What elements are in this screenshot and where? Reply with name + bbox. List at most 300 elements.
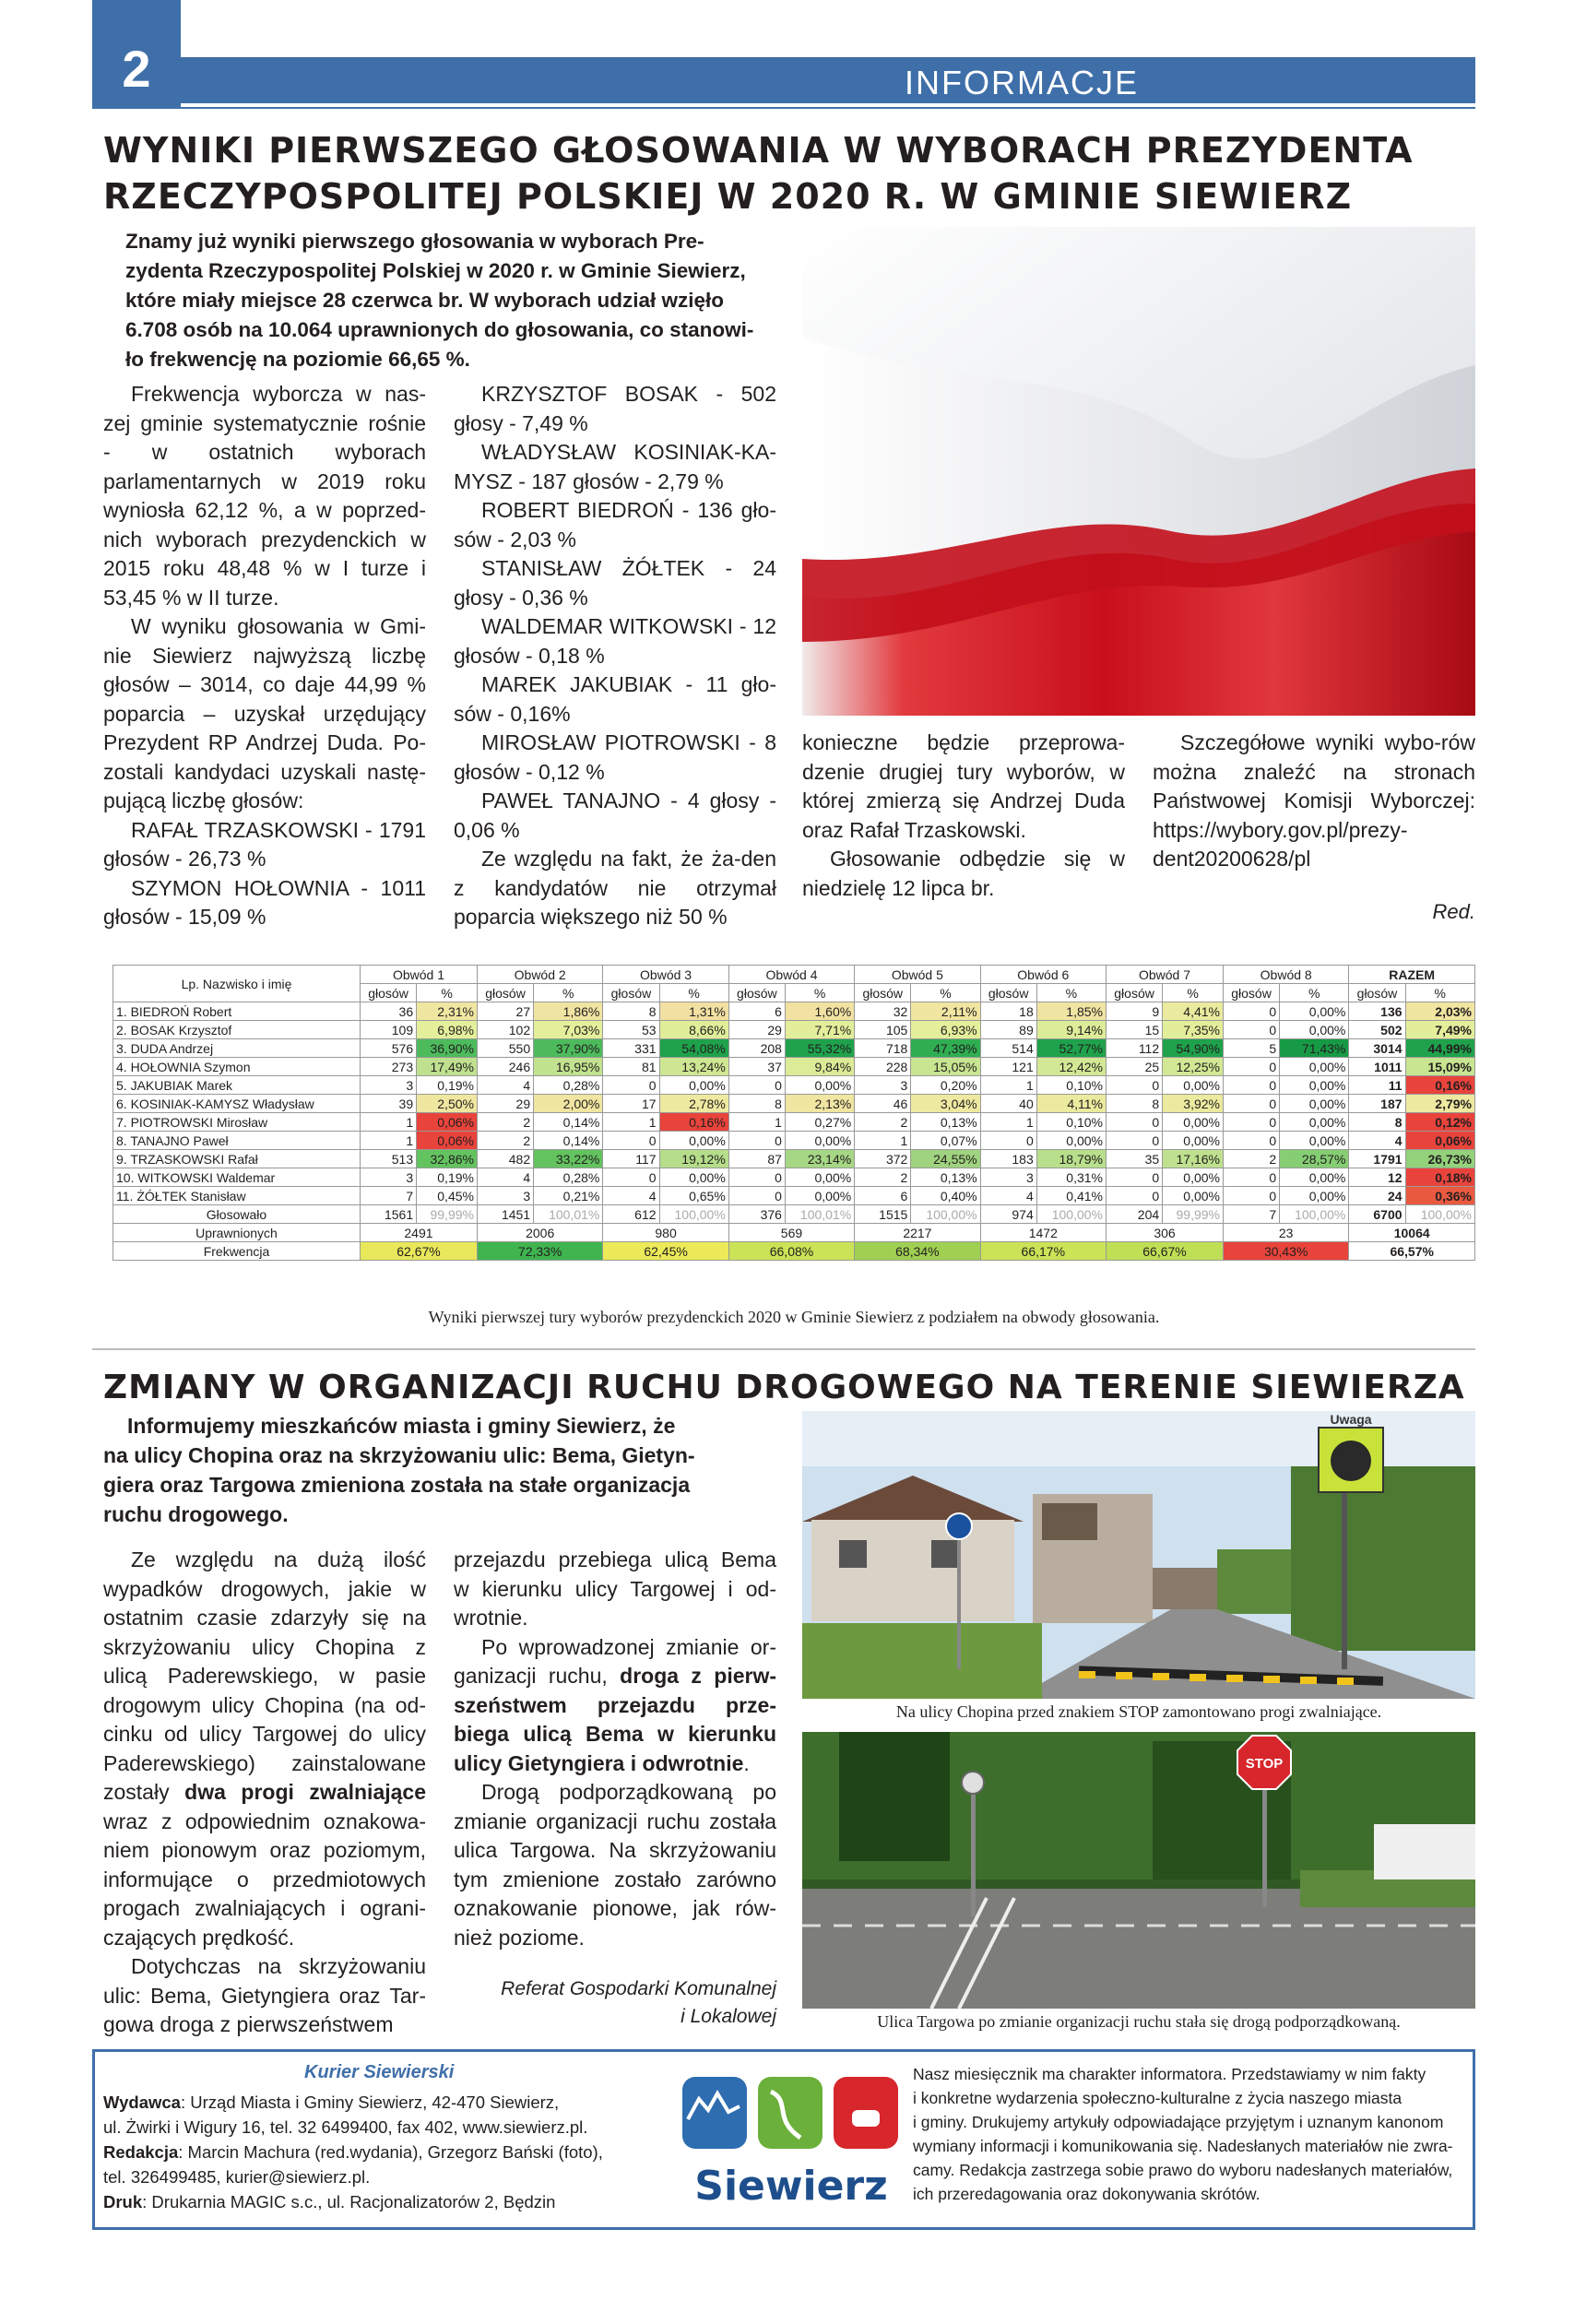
note-line: i konkretne wydarzenia społeczno-kulturalne z życia naszego miasta	[913, 2089, 1403, 2107]
chopina-street-photo	[802, 1411, 1475, 1699]
candidate-name: 6. KOSINIAK-KAMYSZ Władysław	[113, 1095, 361, 1113]
percent-cell: 55,32%	[785, 1039, 854, 1058]
article1-lead	[125, 227, 776, 374]
header-percent: %	[417, 984, 478, 1002]
paragraph	[454, 1633, 776, 1779]
header-percent: %	[1036, 984, 1106, 1002]
percent-cell: 0,00%	[659, 1132, 728, 1150]
votes-cell: 1515	[855, 1205, 911, 1224]
header-votes: głosów	[855, 984, 911, 1002]
table-row	[113, 1058, 1475, 1076]
percent-cell: 0,13%	[911, 1113, 980, 1132]
paragraph: przejazdu przebiega ulicą Bema w kierunku ulicy Targowej i od-wrotnie.	[454, 1547, 776, 1630]
percent-cell: 0,19%	[417, 1168, 478, 1187]
votes-cell: 105	[855, 1021, 911, 1039]
percent-cell: 0,00%	[659, 1168, 728, 1187]
percent-cell: 23,14%	[785, 1150, 854, 1168]
table-row-eligible	[113, 1224, 1475, 1242]
percent-cell: 7,71%	[785, 1021, 854, 1039]
lead-line: na ulicy Chopina oraz na skrzyżowaniu ulic: Bema, Gietyn-	[103, 1443, 695, 1467]
percent-cell: 0,14%	[534, 1132, 603, 1150]
percent-cell: 2,31%	[417, 1002, 478, 1021]
turnout-cell: 30,43%	[1223, 1242, 1348, 1261]
table-row	[113, 1076, 1475, 1095]
votes-cell: 5	[1223, 1039, 1279, 1058]
percent-cell: 100,01%	[785, 1205, 854, 1224]
votes-cell: 482	[477, 1150, 533, 1168]
turnout-cell: 66,17%	[980, 1242, 1106, 1261]
header-rule	[92, 107, 1475, 109]
uwaga-sign-text: Uwaga	[1330, 1412, 1372, 1427]
paragraph: W wyniku głosowania w Gmi-nie Siewierz najwyższą liczbę głosów – 3014, co daje 44,99 % poparcia – uzyskał urzędujący Prezydent RP Andrzej Duda. Po-zostali kandydaci uzyskali nastę-pującą liczbę głosów:	[103, 614, 426, 812]
votes-cell: 974	[980, 1205, 1036, 1224]
header-district: Obwód 2	[477, 966, 602, 984]
candidate-name: 3. DUDA Andrzej	[113, 1039, 361, 1058]
votes-cell: 1	[980, 1113, 1036, 1132]
votes-cell: 2	[855, 1168, 911, 1187]
percent-cell: 0,10%	[1036, 1113, 1106, 1132]
header-votes: głosów	[477, 984, 533, 1002]
election-results-table	[112, 965, 1475, 1261]
votes-cell: 3	[855, 1076, 911, 1095]
percent-cell: 19,12%	[659, 1150, 728, 1168]
article2-col1	[103, 1546, 426, 2044]
table-header-row	[113, 966, 1475, 984]
percent-cell: 0,12%	[1405, 1113, 1474, 1132]
percent-cell: 2,50%	[417, 1095, 478, 1113]
percent-cell: 0,06%	[417, 1132, 478, 1150]
percent-cell: 100,00%	[1280, 1205, 1349, 1224]
percent-cell: 24,55%	[911, 1150, 980, 1168]
row-label: Uprawnionych	[113, 1224, 361, 1242]
votes-cell: 24	[1349, 1187, 1405, 1205]
table-caption: Wyniki pierwszej tury wyborów prezydenckich 2020 w Gminie Siewierz z podziałem na obwody głosowania.	[428, 1308, 1160, 1326]
votes-cell: 0	[1107, 1168, 1163, 1187]
turnout-cell: 66,57%	[1349, 1242, 1475, 1261]
votes-cell: 2	[477, 1113, 533, 1132]
turnout-cell: 62,45%	[603, 1242, 728, 1261]
votes-cell: 228	[855, 1058, 911, 1076]
votes-cell: 246	[477, 1058, 533, 1076]
percent-cell: 7,49%	[1405, 1021, 1474, 1039]
percent-cell: 9,84%	[785, 1058, 854, 1076]
paragraph: konieczne będzie przeprowa-dzenie drugiej tury wyborów, w której zmierzą się Andrzej Duda oraz Rafał Trzaskowski.	[802, 730, 1125, 842]
label: Redakcja	[103, 2142, 179, 2162]
votes-cell: 6	[728, 1002, 785, 1021]
votes-cell: 1	[360, 1113, 416, 1132]
article1-col1	[103, 380, 426, 943]
publisher-info	[103, 2090, 675, 2214]
note-line: i gminy. Drukujemy artykuły odpowiadające przyjętym i uznanym kanonom	[913, 2113, 1444, 2131]
header-percent: %	[1163, 984, 1224, 1002]
votes-cell: 9	[1107, 1002, 1163, 1021]
article2-signature	[454, 1975, 776, 2031]
percent-cell: 12,42%	[1036, 1058, 1106, 1076]
header-percent: %	[1280, 984, 1349, 1002]
votes-cell: 273	[360, 1058, 416, 1076]
percent-cell: 0,16%	[659, 1113, 728, 1132]
votes-cell: 0	[603, 1076, 659, 1095]
percent-cell: 0,14%	[534, 1113, 603, 1132]
votes-cell: 0	[1107, 1187, 1163, 1205]
label: Druk	[103, 2192, 143, 2211]
percent-cell: 4,11%	[1036, 1095, 1106, 1113]
percent-cell: 0,20%	[911, 1076, 980, 1095]
percent-cell: 28,57%	[1280, 1150, 1349, 1168]
percent-cell: 33,22%	[534, 1150, 603, 1168]
votes-cell: 1791	[1349, 1150, 1405, 1168]
header-district: Obwód 5	[855, 966, 980, 984]
votes-cell: 15	[1107, 1021, 1163, 1039]
percent-cell: 0,00%	[1163, 1076, 1224, 1095]
turnout-cell: 68,34%	[855, 1242, 980, 1261]
votes-cell: 7	[360, 1187, 416, 1205]
intersection-photo-illustration	[802, 1732, 1475, 2009]
article1-col3	[802, 729, 1125, 903]
candidate-name: 11. ŻÓŁTEK Stanisław	[113, 1187, 361, 1205]
editorial-note	[913, 2062, 1466, 2206]
label: Wydawca	[103, 2093, 181, 2112]
section-divider	[92, 1348, 1475, 1350]
votes-cell: 718	[855, 1039, 911, 1058]
table-body	[113, 1002, 1475, 1261]
row-label: Frekwencja	[113, 1242, 361, 1261]
candidate-name: 8. TANAJNO Paweł	[113, 1132, 361, 1150]
percent-cell: 0,00%	[1163, 1168, 1224, 1187]
votes-cell: 12	[1349, 1168, 1405, 1187]
percent-cell: 12,25%	[1163, 1058, 1224, 1076]
votes-cell: 576	[360, 1039, 416, 1058]
percent-cell: 13,24%	[659, 1058, 728, 1076]
percent-cell: 0,31%	[1036, 1168, 1106, 1187]
votes-cell: 136	[1349, 1002, 1405, 1021]
editors-line	[103, 2140, 675, 2164]
paragraph: Szczegółowe wyniki wybo-rów można znaleźć na stronach Państwowej Komisji Wyborczej: https://wybory.gov.pl/prezy-dent20200628/pl	[1153, 730, 1475, 871]
percent-cell: 100,00%	[1036, 1205, 1106, 1224]
percent-cell: 0,13%	[911, 1168, 980, 1187]
lead-line: zydenta Rzeczypospolitej Polskiej w 2020 r. w Gminie Siewierz,	[125, 259, 746, 282]
votes-cell: 121	[980, 1058, 1036, 1076]
print-line	[103, 2189, 675, 2214]
percent-cell: 7,35%	[1163, 1021, 1224, 1039]
note-line: camy. Redakcja zastrzega sobie prawo do wyboru nadesłanych materiałów,	[913, 2161, 1453, 2179]
votes-cell: 46	[855, 1095, 911, 1113]
publisher-line	[103, 2090, 675, 2115]
votes-cell: 4	[1349, 1132, 1405, 1150]
votes-cell: 117	[603, 1150, 659, 1168]
votes-cell: 0	[1223, 1076, 1279, 1095]
page-number: 2	[92, 0, 181, 109]
percent-cell: 6,98%	[417, 1021, 478, 1039]
votes-cell: 0	[980, 1132, 1036, 1150]
flag-illustration	[802, 227, 1475, 716]
percent-cell: 15,09%	[1405, 1058, 1474, 1076]
header-district: Obwód 3	[603, 966, 728, 984]
votes-cell: 81	[603, 1058, 659, 1076]
percent-cell: 9,14%	[1036, 1021, 1106, 1039]
article2-title: ZMIANY W ORGANIZACJI RUCHU DROGOWEGO NA TERENIE SIEWIERZA	[103, 1369, 1465, 1406]
stop-sign-text: STOP	[1245, 1756, 1284, 1772]
votes-cell: 89	[980, 1021, 1036, 1039]
votes-cell: 513	[360, 1150, 416, 1168]
siewierz-logo	[681, 2073, 902, 2221]
votes-cell: 18	[980, 1002, 1036, 1021]
percent-cell: 2,79%	[1405, 1095, 1474, 1113]
percent-cell: 2,03%	[1405, 1002, 1474, 1021]
article1-title-line2: RZECZYPOSPOLITEJ POLSKIEJ W 2020 R. W GMINIE SIEWIERZ	[103, 176, 1353, 217]
candidate-name: 4. HOŁOWNIA Szymon	[113, 1058, 361, 1076]
header-percent: %	[911, 984, 980, 1002]
percent-cell: 0,00%	[659, 1076, 728, 1095]
percent-cell: 17,49%	[417, 1058, 478, 1076]
votes-cell: 39	[360, 1095, 416, 1113]
percent-cell: 6,93%	[911, 1021, 980, 1039]
votes-cell: 0	[728, 1168, 785, 1187]
newsletter-name: Kurier Siewierski	[304, 2062, 455, 2082]
percent-cell: 54,90%	[1163, 1039, 1224, 1058]
text: Po wprowadzonej zmianie or-ganizacji ruchu,	[454, 1634, 776, 1688]
votes-cell: 3	[980, 1168, 1036, 1187]
percent-cell: 0,00%	[1280, 1058, 1349, 1076]
percent-cell: 0,00%	[1280, 1095, 1349, 1113]
percent-cell: 2,11%	[911, 1002, 980, 1021]
eligible-cell: 306	[1107, 1224, 1224, 1242]
votes-cell: 25	[1107, 1058, 1163, 1076]
header-votes: głosów	[1349, 984, 1405, 1002]
header-district: Obwód 7	[1107, 966, 1224, 984]
paragraph: MIROSŁAW PIOTROWSKI - 8 głosów - 0,12 %	[454, 730, 776, 784]
header-percent: %	[1405, 984, 1474, 1002]
header-district: Obwód 4	[728, 966, 854, 984]
candidate-name: 5. JAKUBIAK Marek	[113, 1076, 361, 1095]
votes-cell: 3	[360, 1076, 416, 1095]
votes-cell: 4	[477, 1168, 533, 1187]
votes-cell: 0	[1223, 1168, 1279, 1187]
eligible-cell: 1472	[980, 1224, 1106, 1242]
text: : Urząd Miasta i Gminy Siewierz, 42-470 Siewierz,	[180, 2093, 560, 2112]
votes-cell: 0	[1223, 1113, 1279, 1132]
votes-cell: 0	[1107, 1113, 1163, 1132]
votes-cell: 35	[1107, 1150, 1163, 1168]
percent-cell: 1,31%	[659, 1002, 728, 1021]
signature-line: i Lokalowej	[681, 2006, 776, 2027]
header-votes: głosów	[603, 984, 659, 1002]
votes-cell: 1561	[360, 1205, 416, 1224]
table-row-voted	[113, 1205, 1475, 1224]
percent-cell: 71,43%	[1280, 1039, 1349, 1058]
votes-cell: 1	[728, 1113, 785, 1132]
paragraph: RAFAŁ TRZASKOWSKI - 1791 głosów - 26,73 %	[103, 817, 426, 871]
percent-cell: 36,90%	[417, 1039, 478, 1058]
votes-cell: 8	[1349, 1113, 1405, 1132]
percent-cell: 0,00%	[785, 1187, 854, 1205]
votes-cell: 112	[1107, 1039, 1163, 1058]
percent-cell: 0,00%	[1036, 1132, 1106, 1150]
candidate-name: 7. PIOTROWSKI Mirosław	[113, 1113, 361, 1132]
votes-cell: 0	[1223, 1058, 1279, 1076]
lead-line: które miały miejsce 28 czerwca br. W wyborach udział wzięło	[125, 289, 725, 312]
votes-cell: 87	[728, 1150, 785, 1168]
article1-title	[103, 127, 1477, 219]
percent-cell: 4,41%	[1163, 1002, 1224, 1021]
candidate-name: 9. TRZASKOWSKI Rafał	[113, 1150, 361, 1168]
paragraph: MAREK JAKUBIAK - 11 gło-sów - 0,16%	[454, 672, 776, 726]
lead-line: Informujemy mieszkańców miasta i gminy Siewierz, że	[127, 1414, 676, 1438]
votes-cell: 11	[1349, 1076, 1405, 1095]
header-votes: głosów	[360, 984, 416, 1002]
article1-col2	[454, 380, 776, 943]
street-photo-illustration	[802, 1411, 1475, 1699]
percent-cell: 99,99%	[1163, 1205, 1224, 1224]
header-district: Obwód 1	[360, 966, 477, 984]
publisher-line: ul. Żwirki i Wigury 16, tel. 32 6499400, fax 402, www.siewierz.pl.	[103, 2117, 588, 2137]
votes-cell: 7	[1223, 1205, 1279, 1224]
eligible-cell: 23	[1223, 1224, 1348, 1242]
turnout-cell: 62,67%	[360, 1242, 477, 1261]
percent-cell: 100,00%	[1405, 1205, 1474, 1224]
votes-cell: 0	[728, 1187, 785, 1205]
percent-cell: 0,00%	[785, 1132, 854, 1150]
votes-cell: 109	[360, 1021, 416, 1039]
percent-cell: 47,39%	[911, 1039, 980, 1058]
lead-line: ruchu drogowego.	[103, 1502, 289, 1526]
votes-cell: 204	[1107, 1205, 1163, 1224]
votes-cell: 37	[728, 1058, 785, 1076]
editors-line: tel. 326499485, kurier@siewierz.pl.	[103, 2167, 371, 2187]
votes-cell: 3	[360, 1168, 416, 1187]
votes-cell: 550	[477, 1039, 533, 1058]
lead-line: Znamy już wyniki pierwszego głosowania w wyborach Pre-	[125, 230, 704, 253]
paragraph: Frekwencja wyborcza w nas-zej gminie systematycznie rośnie - w ostatnich wyborach parlamentarnych w 2019 roku wyniosła 62,12 %, a w poprzed-nich wyborach prezydenckich w 2015 roku 48,48 % w I turze i 53,45 % w II turze.	[103, 382, 426, 610]
votes-cell: 502	[1349, 1021, 1405, 1039]
votes-cell: 0	[1223, 1002, 1279, 1021]
votes-cell: 0	[1107, 1076, 1163, 1095]
header-votes: głosów	[1223, 984, 1279, 1002]
percent-cell: 32,86%	[417, 1150, 478, 1168]
logo-text: Siewierz	[694, 2163, 888, 2210]
votes-cell: 32	[855, 1002, 911, 1021]
votes-cell: 187	[1349, 1095, 1405, 1113]
votes-cell: 0	[728, 1076, 785, 1095]
percent-cell: 26,73%	[1405, 1150, 1474, 1168]
header-votes: głosów	[980, 984, 1036, 1002]
table-row	[113, 1002, 1475, 1021]
header-district: Obwód 8	[1223, 966, 1348, 984]
polish-flag-photo	[802, 227, 1475, 716]
votes-cell: 376	[728, 1205, 785, 1224]
votes-cell: 8	[728, 1095, 785, 1113]
header-percent: %	[785, 984, 854, 1002]
paragraph: STANISŁAW ŻÓŁTEK - 24 głosy - 0,36 %	[454, 556, 776, 610]
votes-cell: 0	[728, 1132, 785, 1150]
text: .	[743, 1750, 750, 1775]
votes-cell: 27	[477, 1002, 533, 1021]
eligible-cell: 2491	[360, 1224, 477, 1242]
turnout-cell: 66,08%	[728, 1242, 854, 1261]
paragraph: KRZYSZTOF BOSAK - 502 głosy - 7,49 %	[454, 382, 776, 435]
votes-cell: 1	[855, 1132, 911, 1150]
table-row	[113, 1021, 1475, 1039]
candidate-name: 10. WITKOWSKI Waldemar	[113, 1168, 361, 1187]
votes-cell: 3014	[1349, 1039, 1405, 1058]
votes-cell: 2	[1223, 1150, 1279, 1168]
candidate-name: 1. BIEDROŃ Robert	[113, 1002, 361, 1021]
votes-cell: 208	[728, 1039, 785, 1058]
percent-cell: 1,60%	[785, 1002, 854, 1021]
votes-cell: 1451	[477, 1205, 533, 1224]
percent-cell: 0,00%	[1163, 1187, 1224, 1205]
percent-cell: 8,66%	[659, 1021, 728, 1039]
percent-cell: 99,99%	[417, 1205, 478, 1224]
paragraph: Drogą podporządkowaną po zmianie organizacji ruchu została ulica Targowa. Na skrzyżowaniu tym zmienione zostało zarówno oznakowanie pionowe, jak rów-nież poziome.	[454, 1780, 776, 1950]
text: : Marcin Machura (red.wydania), Grzegorz Bański (foto),	[178, 2142, 603, 2162]
percent-cell: 100,00%	[911, 1205, 980, 1224]
votes-cell: 612	[603, 1205, 659, 1224]
votes-cell: 3	[477, 1187, 533, 1205]
votes-cell: 0	[1223, 1021, 1279, 1039]
paragraph: PAWEŁ TANAJNO - 4 głosy - 0,06 %	[454, 788, 776, 842]
percent-cell: 3,04%	[911, 1095, 980, 1113]
percent-cell: 0,19%	[417, 1076, 478, 1095]
votes-cell: 6700	[1349, 1205, 1405, 1224]
candidate-name: 2. BOSAK Krzysztof	[113, 1021, 361, 1039]
percent-cell: 0,00%	[1280, 1076, 1349, 1095]
percent-cell: 7,03%	[534, 1021, 603, 1039]
turnout-cell: 72,33%	[477, 1242, 602, 1261]
percent-cell: 16,95%	[534, 1058, 603, 1076]
percent-cell: 0,21%	[534, 1187, 603, 1205]
percent-cell: 100,00%	[659, 1205, 728, 1224]
table-row	[113, 1113, 1475, 1132]
votes-cell: 372	[855, 1150, 911, 1168]
percent-cell: 0,00%	[1280, 1132, 1349, 1150]
photo1-caption: Na ulicy Chopina przed znakiem STOP zamontowano progi zwalniające.	[895, 1702, 1382, 1721]
votes-cell: 4	[603, 1187, 659, 1205]
percent-cell: 0,07%	[911, 1132, 980, 1150]
votes-cell: 0	[1223, 1132, 1279, 1150]
votes-cell: 40	[980, 1095, 1036, 1113]
article1-title-line1: WYNIKI PIERWSZEGO GŁOSOWANIA W WYBORACH PREZYDENTA	[103, 130, 1414, 171]
votes-cell: 2	[477, 1132, 533, 1150]
votes-cell: 53	[603, 1021, 659, 1039]
lead-line: 6.708 osób na 10.064 uprawnionych do głosowania, co stanowi-	[125, 318, 754, 341]
table-row	[113, 1095, 1475, 1113]
votes-cell: 102	[477, 1021, 533, 1039]
votes-cell: 1	[980, 1076, 1036, 1095]
votes-cell: 331	[603, 1039, 659, 1058]
percent-cell: 0,45%	[417, 1187, 478, 1205]
header-percent: %	[534, 984, 603, 1002]
note-line: ich przeredagowania oraz dokonywania skrótów.	[913, 2185, 1261, 2203]
votes-cell: 0	[603, 1132, 659, 1150]
votes-cell: 8	[603, 1002, 659, 1021]
eligible-cell: 2006	[477, 1224, 602, 1242]
percent-cell: 0,06%	[417, 1113, 478, 1132]
percent-cell: 1,85%	[1036, 1002, 1106, 1021]
paragraph: WŁADYSŁAW KOSINIAK-KA-MYSZ - 187 głosów - 2,79 %	[454, 440, 776, 493]
percent-cell: 0,00%	[1163, 1113, 1224, 1132]
lead-line: ło frekwencję na poziomie 66,65 %.	[125, 348, 470, 371]
section-title-bar: INFORMACJE	[181, 57, 1475, 103]
eligible-cell: 980	[603, 1224, 728, 1242]
votes-cell: 1	[603, 1113, 659, 1132]
paragraph: Głosowanie odbędzie się w niedzielę 12 lipca br.	[802, 847, 1125, 900]
header-votes: głosów	[728, 984, 785, 1002]
percent-cell: 2,00%	[534, 1095, 603, 1113]
percent-cell: 0,10%	[1036, 1076, 1106, 1095]
eligible-cell: 569	[728, 1224, 854, 1242]
votes-cell: 29	[477, 1095, 533, 1113]
